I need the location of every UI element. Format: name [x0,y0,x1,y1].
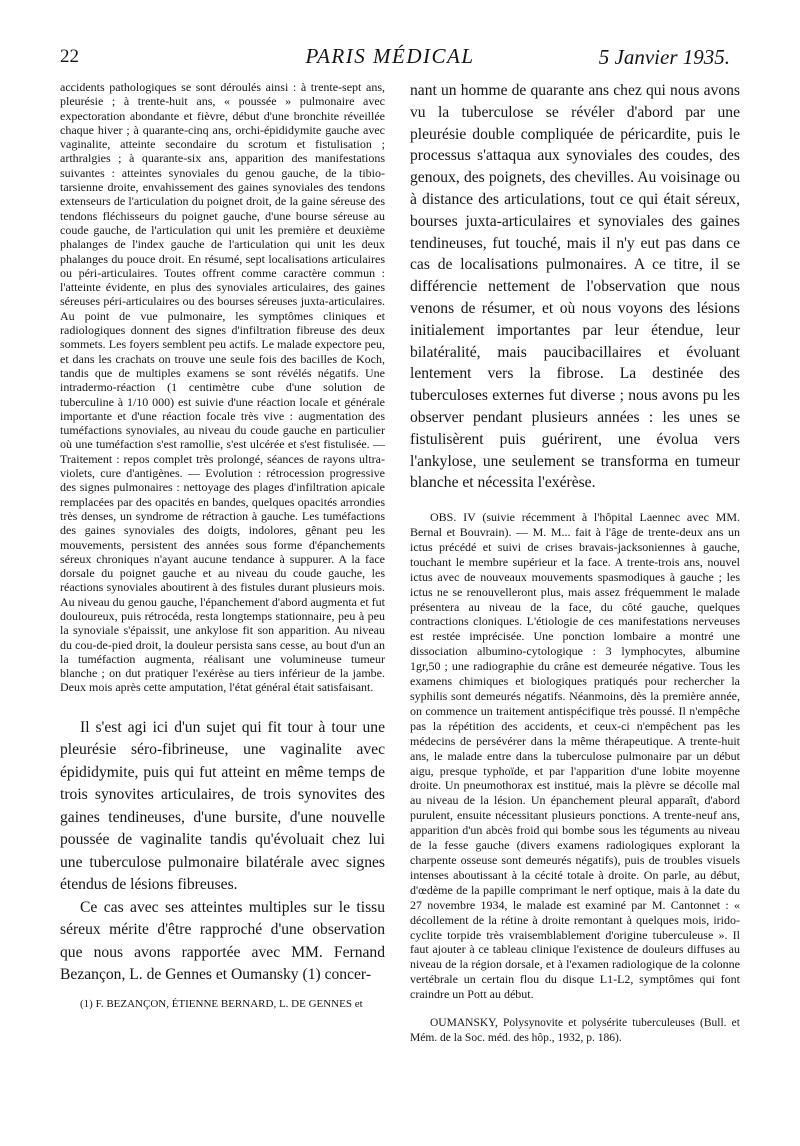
discussion-paragraph-2: Ce cas avec ses atteintes multiples sur le tissu séreux mérite d'être rapproché d'une observation que nous avons rapportée avec MM. Fernand Bezançon, L. de Gennes et Oumansky (1) concer- [60,898,385,984]
reference-note: OUMANSKY, Polysynovite et polysérite tuberculeuses (Bull. et Mém. de la Soc. méd. des hôp., 1932, p. 186). [410,1017,740,1044]
left-column [60,80,385,1011]
journal-title: PARIS MÉDICAL [305,44,475,68]
discussion-paragraph-1: Il s'est agi ici d'un sujet qui fit tour à tour une pleurésie séro-fibrineuse, une vaginalite avec épididymite, puis qui fut atteint en même temps de trois synovites articulaires, de trois synovites des gaines tendineuses, d'une bursite, d'une nouvelle poussée de vaginalite tandis qu'évoluait chez lui une tuberculose pulmonaire bilatérale avec signes étendus de lésions fibreuses. [60,718,385,894]
observation-iv: OBS. IV (suivie récemment à l'hôpital Laennec avec MM. Bernal et Bouvrain). — M. M... fait à l'âge de trente-deux ans un ictus précédé et suivi de crises bravais-jacksoniennes à gauche, touchant le membre supérieur et la face. A trente-trois ans, nouvel ictus avec de nouveaux mouvements spasmodiques à gauche ; les ictus ne se renouvelleront plus, mais assez fréquemment le malade présentera au niveau de la face, du côté gauche, quelques contractions cloniques. L'étiologie de ces manifestations nerveuses est restée imprécisée. Une ponction lombaire a montré une dissociation albumino-cytologique : 3 lymphocytes, albumine 1gr,50 ; une radiographie du crâne est demeurée négative. Tous les examens chimiques et biologiques pratiqués pour rechercher la syphilis sont demeurés négatifs. Néanmoins, dès la première année, on commence un traitement antispécifique très poussé. Il n'empêche pas la répétition des accidents, et ceux-ci n'empêchent pas les médecins de persévérer dans la même thérapeutique. A trente-huit ans, le malade entre dans la tuberculose pulmonaire par un début aigu, presque typhoïde, et par l'apparition d'une lobite moyenne droite. Un pneumothorax est institué, mais la plèvre se décolle mal au niveau de la lésion. Un épanchement pleural apparaît, d'abord purulent, ensuite nécessitant plusieurs ponctions. A trente-neuf ans, apparition d'un abcès froid qui bombe sous les téguments au niveau de la fesse gauche (divers examens radiologiques explorant la charpente osseuse sont demeurés négatifs), puis de troubles visuels intenses aboutissant à la cécité totale à droite. On parle, au début, d'œdème de la papille comprimant le nerf optique, mais à la date du 27 novembre 1934, le malade est examiné par M. Cantonnet : « décollement de la rétine à droite remontant à quelques mois, irido-cyclite torpide très vraisemblablement d'origine tuberculeuse ». Il faut ajouter à ce tableau clinique l'existence de douleurs diffuses au niveau de la région dorsale, et à l'examen radiologique de la colonne vertébrale un certain flou du disque L1-L2, symptômes qui font craindre un Pott au début. [410,510,740,1002]
right-column [410,80,740,1046]
case-description: accidents pathologiques se sont déroulés ainsi : à trente-sept ans, pleurésie ; à trente-huit ans, « poussée » pulmonaire avec expectoration abondante et fièvre, début d'une bronchite réveillée chaque hiver ; à quarante-cinq ans, orchi-épididymite gauche avec vaginalite, atteinte secondaire du scrotum et fistulisation ; arthralgies ; à quarante-six ans, apparition des manifestations suivantes : atteintes synoviales du genou gauche, de la tibio-tarsienne droite, envahissement des gaines synoviales des tendons extenseurs de l'articulation du poignet droit, de la gaine séreuse des tendons fléchisseurs du poignet gauche, d'une bourse séreuse au coude gauche, de l'articulation qui unit les première et deuxième phalanges de l'index gauche de l'articulation qui unit les deux phalanges du pouce droit. En résumé, sept localisations articulaires ou péri-articulaires. Toutes offrent comme caractère commun : l'atteinte évidente, en plus des synoviales articulaires, des gaines séreuses péri-articulaires ou des bourses séreuses juxta-articulaires. Au point de vue pulmonaire, les symptômes cliniques et radiologiques donnent des signes d'infiltration fibreuse des deux sommets. Les foyers semblent peu actifs. Le malade expectore peu, et dans les crachats on trouve une seule fois des bacilles de Koch, tandis que de multiples examens se sont révélés négatifs. Une intradermo-réaction (1 centimètre cube d'une solution de tuberculine à 1/10 000) est suivie d'une réaction locale et générale importante et d'une réaction focale très vive : augmentation des tuméfactions synoviales, au niveau du coude gauche en particulier où une tuméfaction s'est ramollie, s'est ulcérée et s'est fistulisée. — Traitement : repos complet très prolongé, séances de rayons ultra-violets, cure d'antigènes. — Evolution : rétrocession progressive des signes pulmonaires : nettoyage des plages d'infiltration apicale remplacées par des opacités en bandes, quelques opacités arrondies très denses, un syndrome de rétraction à gauche. Les tuméfactions des gaines synoviales des doigts, indolores, gênant peu les mouvements, persistent des années sous forme d'épanchements séreux chroniques n'ayant aucune tendance à suppurer. A la face dorsale du poignet gauche et au niveau du coude gauche, les réactions synoviales aboutirent à des fistules durant plusieurs mois. Au niveau du genou gauche, l'épanchement d'abord augmenta et fut douloureux, puis rétrocéda, resta longtemps stationnaire, peu à peu la synoviale s'épaissit, une ankylose fit son apparition. Au niveau du cou-de-pied droit, la douleur persista sans cesse, au bout d'un an la tuméfaction augmenta, réalisant une volumineuse tumeur blanche ; on dut pratiquer l'exérèse au tiers inférieur de la jambe. Deux mois après cette amputation, l'état général était satisfaisant. [60,80,385,695]
page-number: 22 [60,46,79,67]
page-header [0,0,800,80]
continuation-paragraph: nant un homme de quarante ans chez qui nous avons vu la tuberculose se révéler d'abord par une pleurésie double compliquée de péricardite, puis le processus s'attaqua aux synoviales des coudes, des genoux, des poignets, des chevilles. Au voisinage ou à distance des articulations, tout ce qui était séreux, bourses juxta-articulaires et synoviales des gaines tendineuses, fut touché, mais il n'y eut pas dans ce cas de localisations pulmonaires. A ce titre, il se différencie nettement de l'observation que nous venons de résumer, et où nous voyons des lésions initialement importantes par leur étendue, leur bilatéralité, mais paucibacillaires et évoluant lentement vers la fibrose. La destinée des tuberculoses externes fut diverse ; nous avons pu les observer pendant plusieurs années : les unes se fistulisèrent puis guérirent, une évolua vers l'ankylose, une seulement se transforma en tumeur blanche et nécessita l'exérèse. [410,82,740,492]
footnote: (1) F. BEZANÇON, ÉTIENNE BERNARD, L. DE GENNES et [80,997,363,1010]
issue-date: 5 Janvier 1935. [598,45,730,69]
